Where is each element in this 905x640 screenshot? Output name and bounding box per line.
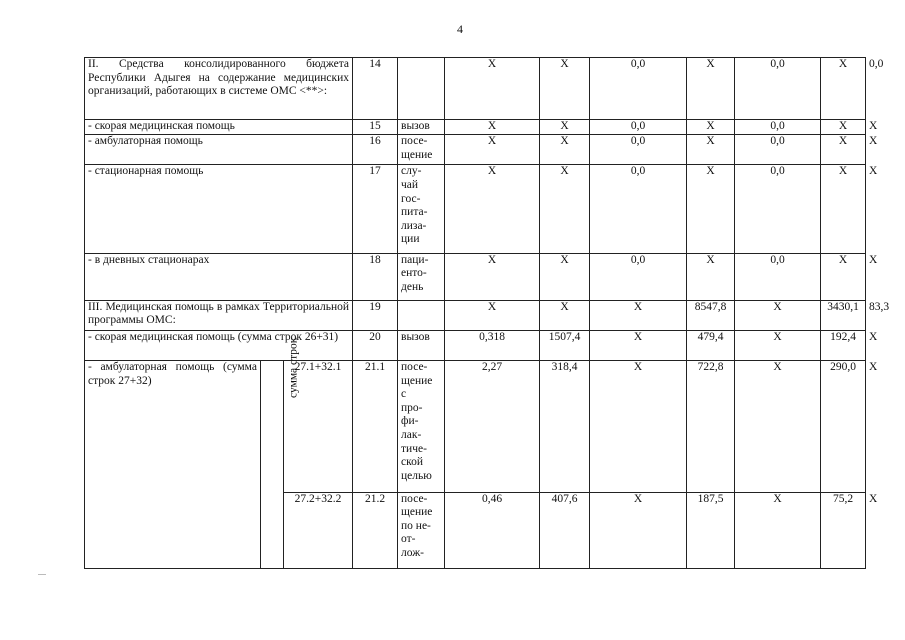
value-cell: 318,4 (540, 361, 590, 493)
value-cell: 0,318 (445, 331, 540, 361)
row-unit: слу- чай гос- пита- лиза- ции (398, 165, 445, 253)
value-cell: X (445, 135, 540, 165)
value-cell: 0,0 (735, 253, 821, 300)
table-row: - стационарная помощь 17 слу- чай гос- пита- лиза- ции X X 0,0 X 0,0 X X (85, 165, 866, 253)
value-cell: X (445, 58, 540, 120)
value-cell: 0,0 (735, 120, 821, 135)
row-number: 21.1 (353, 361, 398, 493)
value-cell: X (735, 361, 821, 493)
value-cell: 0,0 (590, 120, 687, 135)
row-number: 21.2 (353, 492, 398, 568)
value-cell: X (821, 165, 866, 253)
value-cell: 8547,8 (687, 300, 735, 330)
value-cell: X (735, 331, 821, 361)
value-cell: 2,27 (445, 361, 540, 493)
row-number: 19 (353, 300, 398, 330)
value-cell: X (445, 300, 540, 330)
row-name: - скорая медицинская помощь (сумма строк 26+31) (85, 331, 353, 361)
value-cell: 192,4 (821, 331, 866, 361)
vertical-label-cell (261, 337, 300, 569)
value-cell: X (687, 253, 735, 300)
row-number: 17 (353, 165, 398, 253)
row-number: 16 (353, 135, 398, 165)
data-table (84, 57, 890, 569)
sum-label: 27.2+32.2 (284, 492, 353, 568)
value-cell: 0,0 (735, 58, 821, 120)
row-name: - в дневных стационарах (85, 253, 353, 300)
value-cell: 290,0 (821, 361, 866, 493)
value-cell: 0,46 (445, 492, 540, 568)
row-name: III. Медицинская помощь в рамках Территориальной программы ОМС: (85, 300, 353, 330)
value-cell: X (687, 165, 735, 253)
value-cell: 407,6 (540, 492, 590, 568)
value-cell: X (445, 253, 540, 300)
table-row: - скорая медицинская помощь (сумма строк 26+31) 20 вызов 0,318 1507,4 X 479,4 X 192,4 X (85, 331, 866, 361)
value-cell: X (590, 492, 687, 568)
row-number: 14 (353, 58, 398, 120)
value-cell: 3430,1 (821, 300, 866, 330)
row-unit (398, 300, 445, 330)
value-cell: 0,0 (590, 135, 687, 165)
value-cell: 722,8 (687, 361, 735, 493)
value-cell: X (821, 120, 866, 135)
table-row: - скорая медицинская помощь 15 вызов X X 0,0 X 0,0 X X (85, 120, 866, 135)
value-cell: X (445, 165, 540, 253)
value-cell: X (590, 331, 687, 361)
group-name: - амбулаторная помощь (сумма строк 27+32) (85, 361, 261, 569)
value-cell: 1507,4 (540, 331, 590, 361)
value-cell: 0,0 (590, 58, 687, 120)
value-cell: X (735, 492, 821, 568)
value-cell: X (590, 361, 687, 493)
value-cell: X (821, 253, 866, 300)
value-cell: 0,0 (590, 253, 687, 300)
scan-mark (38, 574, 46, 575)
value-cell: X (540, 120, 590, 135)
value-cell: X (540, 165, 590, 253)
row-unit: посе- щение (398, 135, 445, 165)
row-number: 20 (353, 331, 398, 361)
row-name: - стационарная помощь (85, 165, 353, 253)
value-cell: X (590, 300, 687, 330)
value-cell: X (687, 120, 735, 135)
value-cell: 187,5 (687, 492, 735, 568)
table-row: 27.2+32.2 21.2 посе- щение по не- от- лож- 0,46 407,6 X 187,5 X 75,2 X (85, 492, 866, 568)
table-row: III. Медицинская помощь в рамках Территориальной программы ОМС: 19 X X X 8547,8 X 3430,1 83,3 (85, 300, 866, 330)
row-number: 18 (353, 253, 398, 300)
row-unit: посе- щение по не- от- лож- (398, 492, 445, 568)
sum-label: 27.1+32.1 (284, 361, 353, 493)
row-unit: вызов (398, 120, 445, 135)
value-cell: X (735, 300, 821, 330)
table-row: - амбулаторная помощь 16 посе- щение X X 0,0 X 0,0 X X (85, 135, 866, 165)
value-cell: X (540, 253, 590, 300)
row-name: - скорая медицинская помощь (85, 120, 353, 135)
table-row: - амбулаторная помощь (сумма строк 27+32) сумма строк 27.1+32.1 21.1 посе- щение с про- фи- лак- тиче- ской целью 2,27 318,4 X 722,8 X 290,0 X (85, 361, 866, 493)
value-cell: X (687, 135, 735, 165)
row-number: 15 (353, 120, 398, 135)
value-cell: X (687, 58, 735, 120)
page-number: 4 (457, 22, 463, 36)
value-cell: 75,2 (821, 492, 866, 568)
row-name: - амбулаторная помощь (85, 135, 353, 165)
value-cell: 0,0 (590, 165, 687, 253)
table-row: II. Средства консолидированного бюджета Республики Адыгея на содержание медицинских организаций, работающих в системе ОМС <**>: 14 X X 0,0 X 0,0 X 0,0 (85, 58, 866, 120)
row-name: II. Средства консолидированного бюджета Республики Адыгея на содержание медицинских организаций, работающих в системе ОМС <**>: (85, 58, 353, 120)
value-cell: 0,0 (735, 165, 821, 253)
value-cell: X (540, 135, 590, 165)
value-cell: X (821, 58, 866, 120)
value-cell: 479,4 (687, 331, 735, 361)
row-unit: вызов (398, 331, 445, 361)
value-cell: 0,0 (735, 135, 821, 165)
value-cell: X (445, 120, 540, 135)
vertical-label: сумма строк (287, 337, 300, 399)
table-row: - в дневных стационарах 18 паци- енто- день X X 0,0 X 0,0 X X (85, 253, 866, 300)
row-unit: посе- щение с про- фи- лак- тиче- ской целью (398, 361, 445, 493)
row-unit: паци- енто- день (398, 253, 445, 300)
row-unit (398, 58, 445, 120)
value-cell: X (821, 135, 866, 165)
value-cell: X (540, 300, 590, 330)
value-cell: X (540, 58, 590, 120)
